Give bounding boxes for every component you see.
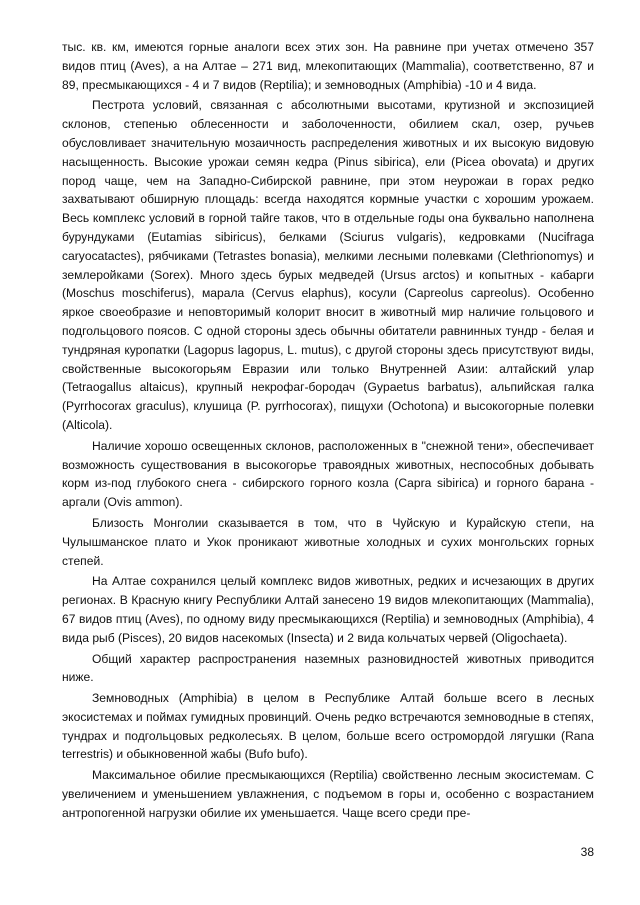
- paragraph-landscape-mosaic: Пестрота условий, связанная с абсолютными высотами, крутизной и экспозицией склонов, степенью облесенности и заболоченности, обилием скал, озер, ручьев обусловливает значительную мозаичность распределения животных и их высокую видовую насыщенность. Высокие урожаи семян кедра (Pinus sibirica), ели (Picea obovata) и других пород чаще, чем на Западно-Сибирской равнине, при этом неурожаи в горах редко захватывают обширную площадь: всегда находятся кормные участки с хорошим урожаем. Весь комплекс условий в горной тайге таков, что в отдельные годы она буквально наполнена бурундуками (Eutamias sibiricus), белками (Sciurus vulgaris), кедровками (Nucifraga caryocatactes), рябчиками (Tetrastes bonasia), мелкими лесными полевками (Clethrionomys) и землеройками (Sorex). Много здесь бурых медведей (Ursus arctos) и копытных - кабарги (Moschus moschiferus), марала (Cervus elaphus), косули (Capreolus capreolus). Особенно яркое своеобразие и неповторимый колорит вносит в животный мир наличие гольцового и подгольцового поясов. С одной стороны здесь обычны обитатели равнинных тундр - белая и тундряная куропатки (Lagopus lagopus, L. mutus), с другой стороны здесь присутствуют виды, свойственные высокогорьям Евразии или только Внутренней Азии: алтайский улар (Tetraogallus altaicus), крупный некрофаг-бородач (Gypaetus barbatus), альпийская галка (Pyrrhocorax graculus), клушица (P. pyrrhocorax), пищухи (Ochotona) и высокогорные полевки (Alticola).: [62, 98, 594, 432]
- paragraph-amphibians: Земноводных (Amphibia) в целом в Республике Алтай больше всего в лесных экосистемах и поймах гумидных провинций. Очень редко встречаются земноводные в степях, тундрах и подгольцовых редколесьях. В целом, больше всего остромордой лягушки (Rana terrestris) и обыкновенной жабы (Bufo bufo).: [62, 691, 594, 762]
- paragraph-mongolia: Близость Монголии сказывается в том, что в Чуйскую и Курайскую степи, на Чулышманское плато и Укок проникают животные холодных и сухих монгольских горных степей.: [62, 515, 594, 568]
- page-body: [62, 38, 594, 825]
- paragraph-snow-shadow: Наличие хорошо освещенных склонов, расположенных в "снежной тени», обеспечивает возможность существования в высокогорье травоядных животных, неспособных добывать корм из-под глубокого снега - сибирского горного козла (Capra sibirica) и горного барана - аргали (Ovis ammon).: [62, 438, 594, 510]
- page-number: 38: [580, 845, 594, 859]
- paragraph-continuation: тыс. кв. км, имеются горные аналоги всех этих зон. На равнине при учетах отмечено 357 видов птиц (Aves), а на Алтае – 271 вид, млекопитающих (Mammalia), соответственно, 87 и 89, пресмыкающихся - 4 и 7 видов (Reptilia); и земноводных (Amphibia) -10 и 4 вида.: [62, 40, 594, 92]
- paragraph-reptiles: Максимальное обилие пресмыкающихся (Reptilia) свойственно лесным экосистемам. С увеличением и уменьшением увлажнения, с подъемом в горы и, особенно с возрастанием антропогенной нагрузки обилие их уменьшается. Чаще всего среди пре-: [62, 768, 594, 820]
- paragraph-distribution-intro: Общий характер распространения наземных разновидностей животных приводится ниже.: [62, 651, 594, 685]
- paragraph-red-book: На Алтае сохранился целый комплекс видов животных, редких и исчезающих в других регионах. В Красную книгу Республики Алтай занесено 19 видов млекопитающих (Mammalia), 67 видов птиц (Aves), по одному виду пресмыкающихся (Reptilia) и земноводных (Amphibia), 4 вида рыб (Pisces), 20 видов насекомых (Insecta) и 2 вида кольчатых червей (Oligochaeta).: [62, 574, 594, 645]
